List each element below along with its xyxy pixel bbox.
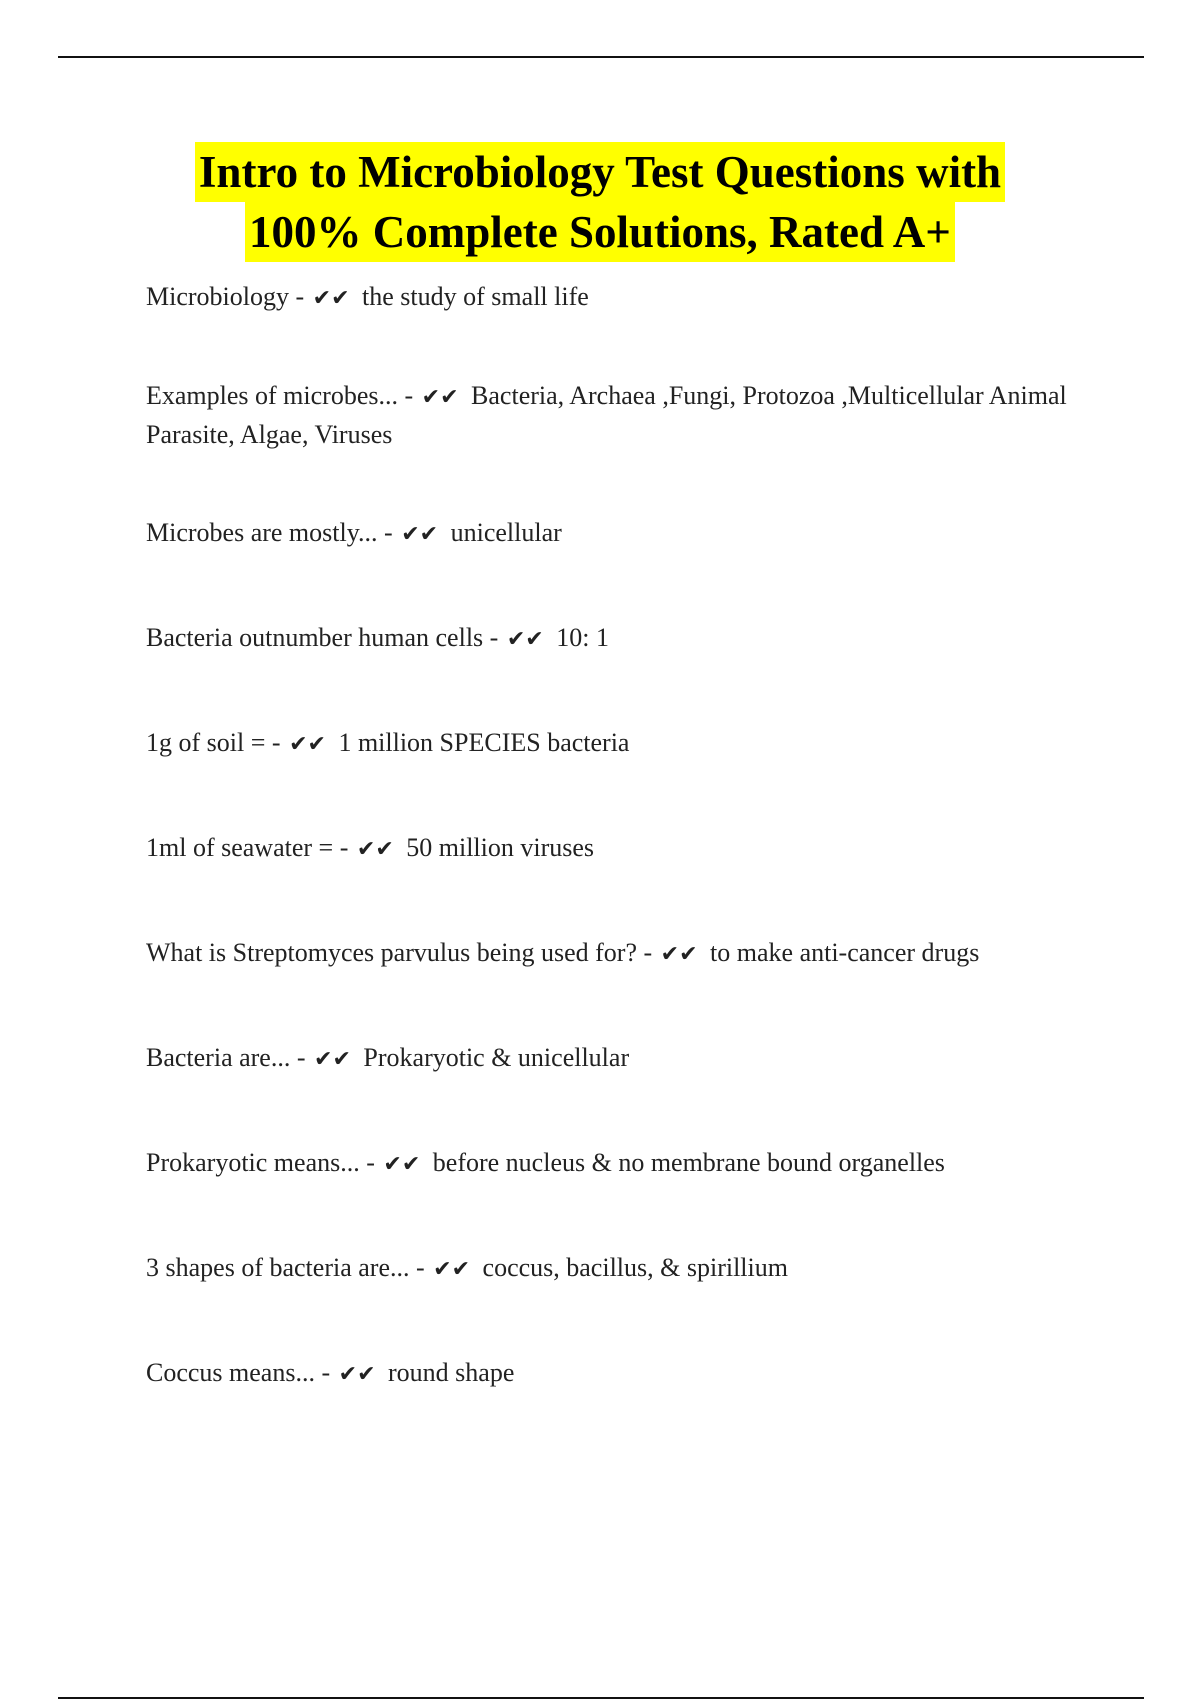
question-text: Microbiology xyxy=(146,282,289,311)
check-icon: ✔✔ xyxy=(338,1362,376,1387)
check-icon: ✔✔ xyxy=(289,732,326,757)
answer-text: 50 million viruses xyxy=(406,833,595,862)
separator: - xyxy=(398,381,420,410)
separator: - xyxy=(359,1148,382,1177)
qa-item xyxy=(146,619,1096,658)
separator: - xyxy=(377,518,400,547)
answer-text: to make anti-cancer drugs xyxy=(710,938,980,967)
title-line-1: Intro to Microbiology Test Questions with xyxy=(195,142,1005,202)
question-text: Prokaryotic means... xyxy=(146,1148,360,1177)
question-text: What is Streptomyces parvulus being used for? xyxy=(146,938,637,967)
check-icon: ✔✔ xyxy=(356,837,394,862)
question-text: 3 shapes of bacteria are... xyxy=(146,1253,410,1282)
check-icon: ✔✔ xyxy=(314,1047,351,1072)
qa-item xyxy=(146,1039,1096,1078)
qa-item xyxy=(146,724,1096,763)
separator: - xyxy=(289,282,311,311)
answer-text: the study of small life xyxy=(362,282,589,311)
check-icon: ✔✔ xyxy=(660,942,698,967)
answer-text: before nucleus & no membrane bound organelles xyxy=(432,1148,945,1177)
question-text: Examples of microbes... xyxy=(146,381,398,410)
check-icon: ✔✔ xyxy=(383,1152,421,1177)
top-rule xyxy=(58,56,1144,58)
answer-text: Prokaryotic & unicellular xyxy=(363,1043,630,1072)
question-text: 1g of soil = xyxy=(146,728,266,757)
answer-text: Bacteria, Archaea ,Fungi, Protozoa ,Multicellular Animal Parasite, Algae, Viruses xyxy=(146,381,1067,449)
qa-item xyxy=(146,514,1096,553)
question-text: Coccus means... xyxy=(146,1358,315,1387)
separator: - xyxy=(314,1358,337,1387)
separator: - xyxy=(333,833,355,862)
question-text: 1ml of seawater = xyxy=(146,833,334,862)
qa-item xyxy=(146,377,1096,453)
answer-text: 10: 1 xyxy=(556,623,609,652)
separator: - xyxy=(290,1043,313,1072)
check-icon: ✔✔ xyxy=(401,522,439,547)
qa-item xyxy=(146,1249,1096,1288)
question-text: Bacteria outnumber human cells xyxy=(146,623,484,652)
qa-item xyxy=(146,278,1096,317)
answer-text: round shape xyxy=(388,1358,515,1387)
check-icon: ✔✔ xyxy=(506,627,544,652)
separator: - xyxy=(409,1253,432,1282)
answer-text: coccus, bacillus, & spirillium xyxy=(482,1253,788,1282)
qa-list xyxy=(146,278,1096,1393)
qa-item xyxy=(146,1354,1096,1393)
check-icon: ✔✔ xyxy=(433,1257,471,1282)
question-text: Microbes are mostly... xyxy=(146,518,378,547)
qa-item xyxy=(146,1144,1096,1183)
answer-text: 1 million SPECIES bacteria xyxy=(338,728,630,757)
page-title xyxy=(0,142,1200,262)
qa-item xyxy=(146,934,1096,973)
check-icon: ✔✔ xyxy=(312,286,350,311)
question-text: Bacteria are... xyxy=(146,1043,291,1072)
check-icon: ✔✔ xyxy=(421,385,459,410)
separator: - xyxy=(265,728,288,757)
answer-text: unicellular xyxy=(450,518,562,547)
separator: - xyxy=(483,623,505,652)
bottom-rule xyxy=(58,1697,1144,1699)
separator: - xyxy=(637,938,659,967)
title-line-2: 100% Complete Solutions, Rated A+ xyxy=(245,202,955,262)
qa-item xyxy=(146,829,1096,868)
